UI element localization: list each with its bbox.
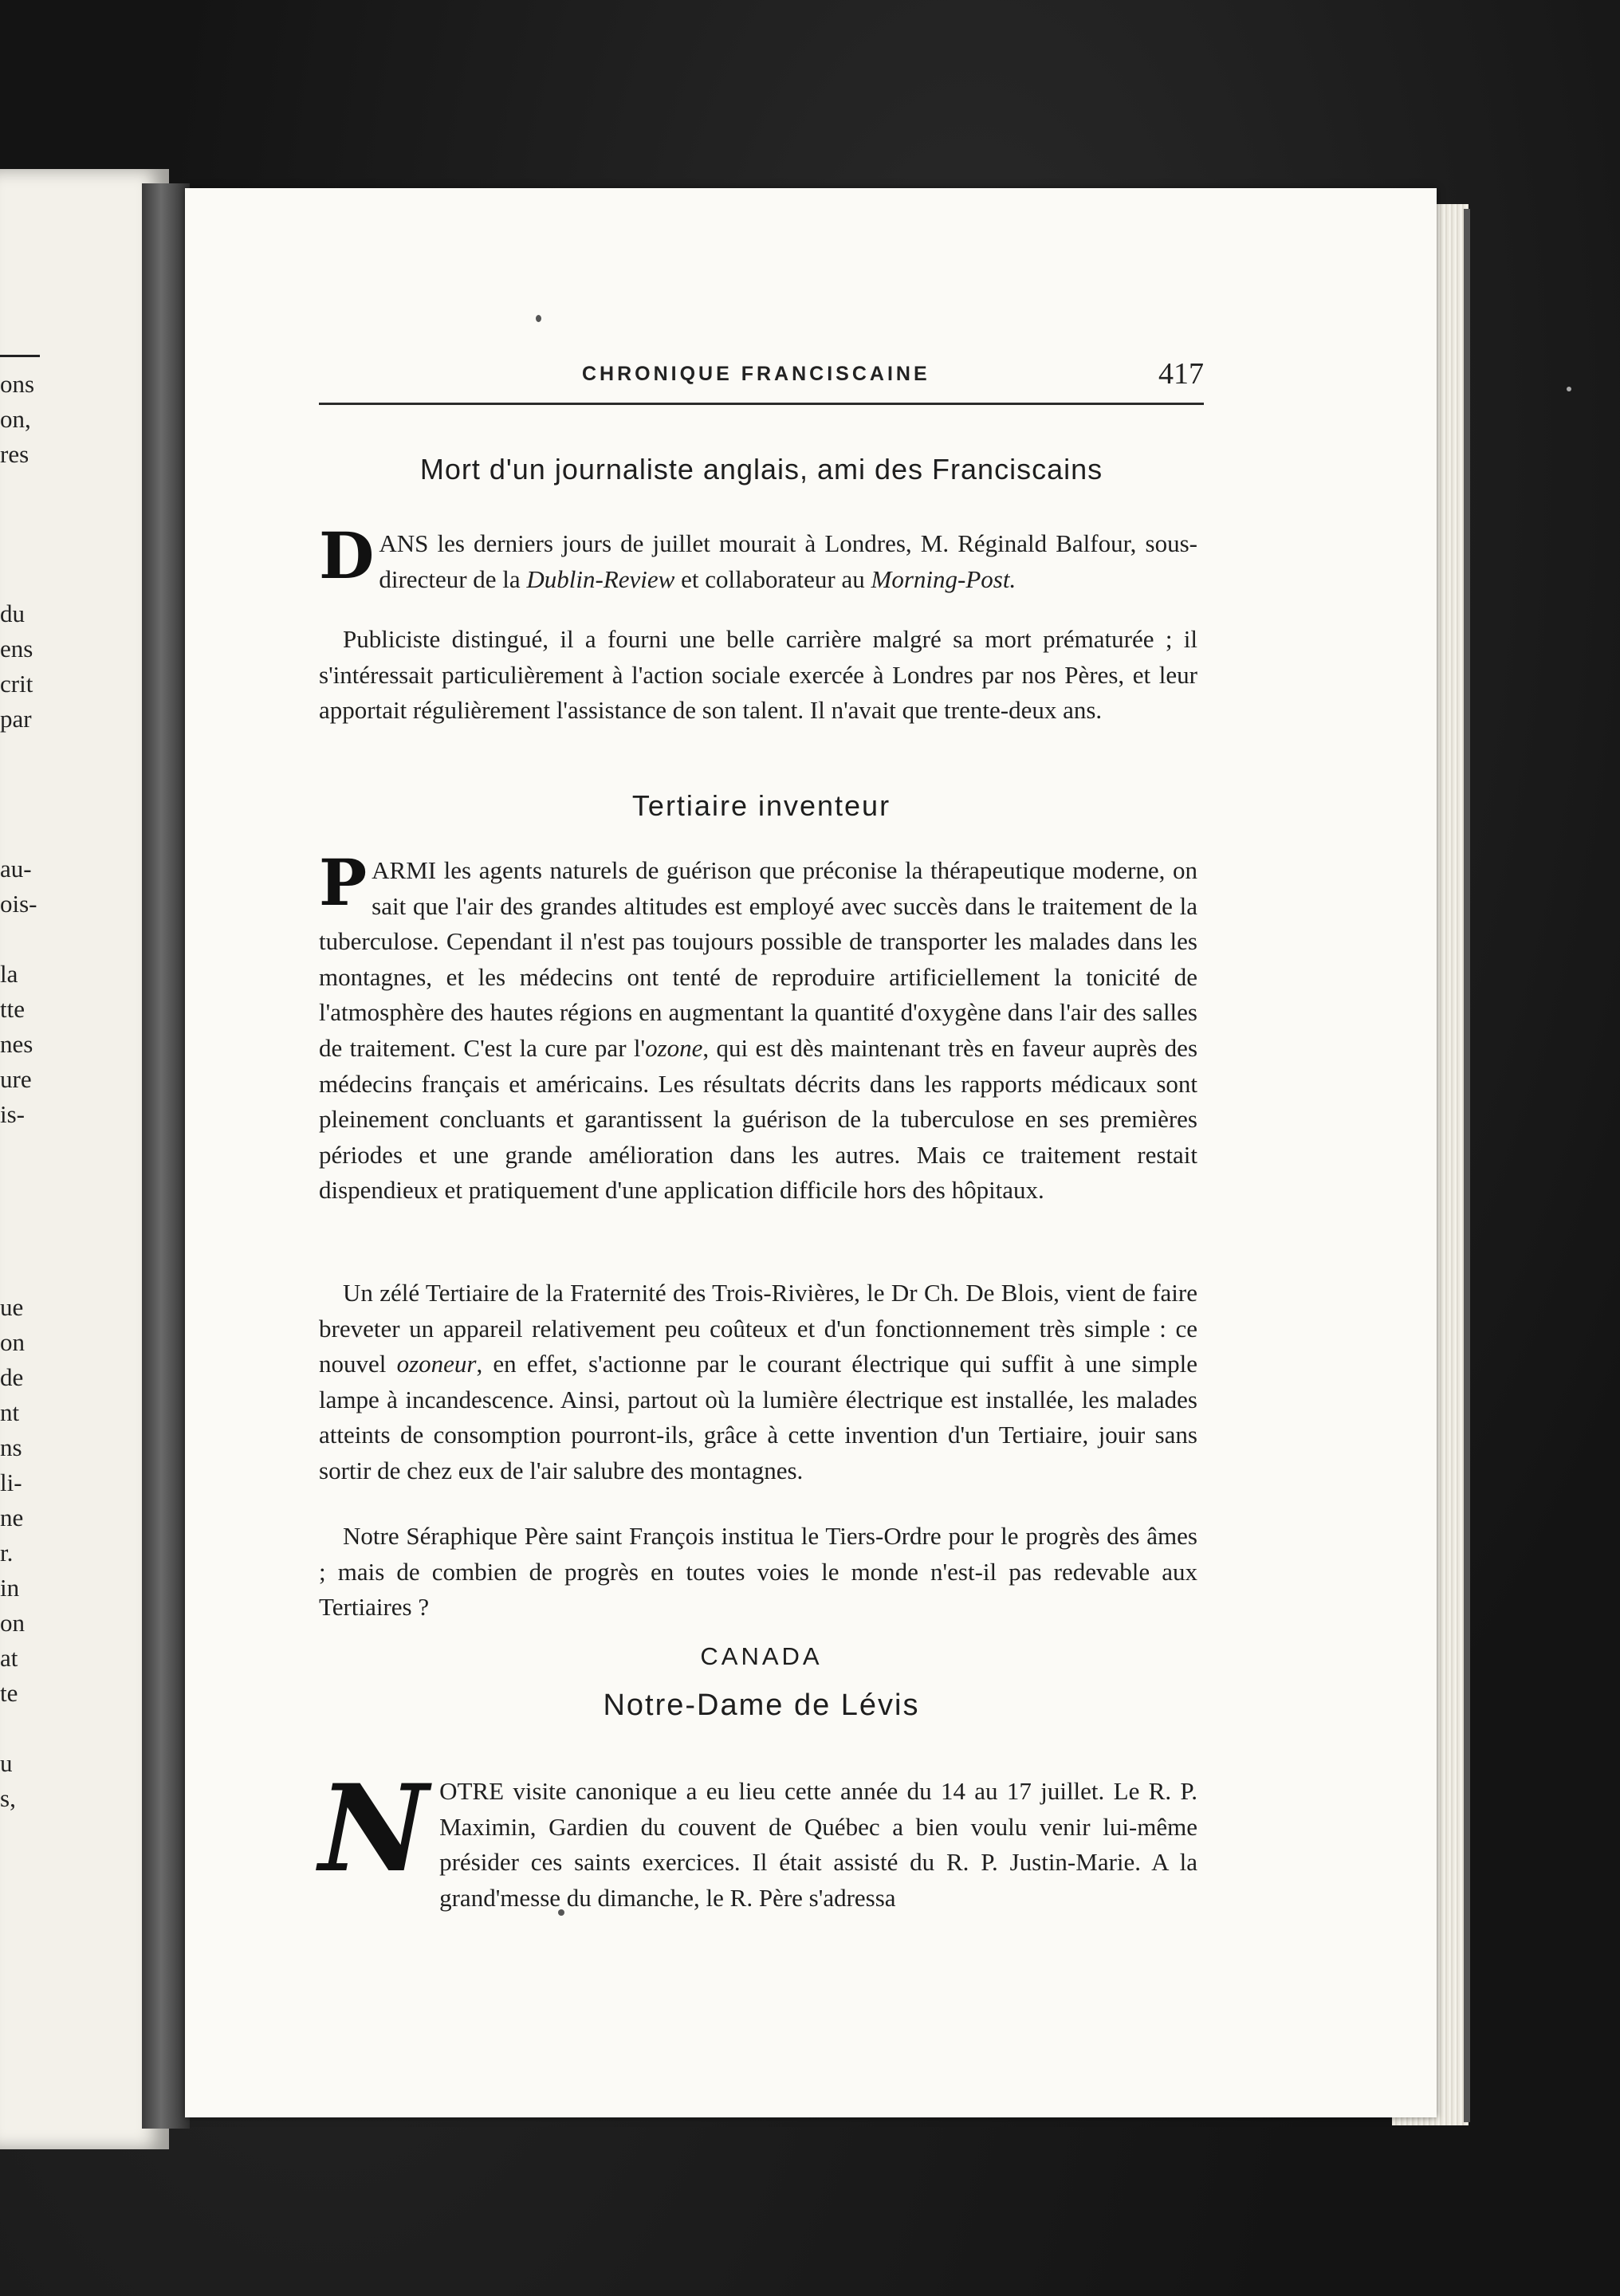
left-page-fragment: ne: [0, 1504, 24, 1531]
header-rule: [319, 403, 1204, 405]
left-page-fragment: on: [0, 1328, 25, 1356]
left-page-fragment: ois-: [0, 890, 37, 918]
left-page-fragment: s,: [0, 1784, 16, 1812]
paragraph-ozoneur: [319, 1276, 1197, 1489]
left-page-fragment: nt: [0, 1398, 20, 1426]
italic-dublin-review: Dublin-Review: [526, 564, 675, 593]
left-page-fragment: ure: [0, 1065, 32, 1093]
paragraph-seraphique: Notre Séraphique Père saint François institua le Tiers-Ordre pour le progrès des âmes ; mais de combien de progrès en toutes voies le monde n'est-il pas redevable aux Tertiaires ?: [319, 1522, 1197, 1622]
paragraph-text: Un zélé Tertiaire de la Fraternité des Trois-Rivières, le Dr Ch. De Blois, vient de faire breveter un appareil relativement peu coûteux et d'un fonctionnement très simple : ce nouvel: [319, 1279, 1197, 1378]
page-number: 417: [1158, 357, 1204, 391]
small-caps-lead: ANS: [379, 529, 429, 557]
paragraph-text: les agents naturels de guérison que préconise la thérapeutique moderne, on sait que l'air des grandes altitudes est employé avec succès dans le traitement de la tuberculose. Cependant il n'est pas toujours possible de transporter les malades dans les montagnes, et les médecins ont tenté de reproduire artificiellement la tonicité de l'atmosphère des hautes régions en augmentant la quantité d'oxygène dans l'air des salles de traitement. C'est la cure par l': [319, 856, 1197, 1062]
book-gutter: [142, 183, 190, 2129]
left-page-rule: [0, 355, 40, 357]
left-page-fragment: de: [0, 1363, 24, 1391]
drop-cap-n: N: [319, 1759, 429, 1899]
page-header: [319, 357, 1204, 411]
ink-speck: [536, 315, 541, 322]
left-page-fragment: ons: [0, 370, 35, 398]
left-page-fragment: te: [0, 1679, 18, 1707]
italic-ozoneur: ozoneur: [396, 1350, 477, 1378]
left-page-fragment: u: [0, 1749, 13, 1777]
left-page-fragment: at: [0, 1644, 18, 1672]
left-page-fragment: du: [0, 600, 25, 627]
drop-cap-d: D: [319, 518, 375, 593]
left-page-fragment: crit: [0, 670, 33, 698]
dust-speck: [1567, 387, 1571, 391]
left-page-fragment: nes: [0, 1030, 33, 1058]
left-page-fragment: la: [0, 960, 18, 988]
left-page-fragment: on,: [0, 405, 31, 433]
paragraph-visite: [319, 1759, 1197, 1916]
running-head: CHRONIQUE FRANCISCAINE: [582, 363, 930, 385]
italic-ozone: ozone: [645, 1033, 703, 1062]
paragraph-text: , qui est dès maintenant très en faveur auprès des médecins français et américains. Les résultats décrits dans les rapports médicaux sont pleinement concluants et garantissent la guérison de la tuberculose en ses premières périodes et une grande amélioration dans les autres. Mais ce traitement restait dispendieux et pratiquement d'une application difficile hors des hôpitaux.: [319, 1033, 1198, 1205]
italic-morning-post: Morning-Post.: [871, 564, 1016, 593]
drop-cap-p: P: [319, 845, 368, 920]
section-title-levis: Notre-Dame de Lévis: [603, 1689, 920, 1722]
left-page-fragment: au-: [0, 855, 32, 883]
left-page-fragment: r.: [0, 1539, 14, 1567]
paragraph-text: les derniers jours de juillet mourait à Londres, M. Réginald Balfour, sous-directeur de la: [379, 529, 1197, 593]
page-stack-shadow: [1464, 209, 1470, 2122]
left-page-fragment: ens: [0, 635, 33, 662]
left-page-fragment: tte: [0, 995, 25, 1023]
paragraph-text: visite canonique a eu lieu cette année du 14 au 17 juillet. Le R. P. Maximin, Gardien du couvent de Québec a bien voulu venir lui-même présider ces saints exercices. Il était assisté du R. P. Justin-Marie. A la grand'messe du dimanche, le R. Père s'adressa: [439, 1777, 1197, 1912]
left-page-fragment: ns: [0, 1433, 22, 1461]
section-title-tertiaire: Tertiaire inventeur: [631, 789, 891, 822]
paragraph-ozone: [319, 845, 1198, 1209]
left-page-fragment: li-: [0, 1468, 22, 1496]
left-page-fragment: par: [0, 705, 32, 733]
paragraph-text: et collaborateur au: [674, 564, 871, 593]
small-caps-lead: OTRE: [439, 1777, 505, 1805]
left-page-fragment: res: [0, 440, 29, 468]
left-page-fragment: is-: [0, 1100, 25, 1128]
small-caps-lead: ARMI: [372, 856, 437, 884]
left-page-fragment: in: [0, 1574, 20, 1602]
paragraph-balfour: [319, 518, 1197, 597]
paragraph-publiciste: Publiciste distingué, il a fourni une belle carrière malgré sa mort prématurée ; il s'intéressait particulièrement à l'action sociale exercée à Londres par nos Pères, et leur apportait régulièrement l'assistance de son talent. Il n'avait que trente-deux ans.: [319, 625, 1197, 725]
left-page-fragment: on: [0, 1609, 25, 1637]
section-title-journaliste: Mort d'un journaliste anglais, ami des Franciscains: [419, 453, 1103, 486]
section-heading-canada: CANADA: [700, 1642, 823, 1670]
left-page-fragment: ue: [0, 1293, 24, 1321]
paragraph-text: , en effet, s'actionne par le courant électrique qui suffit à une simple lampe à incandescence. Ainsi, partout où la lumière électrique est installée, les malades atteints de consomption pourront-ils, grâce à cette invention d'un Tertiaire, jouir sans sortir de chez eux de l'air salubre des montagnes.: [319, 1350, 1197, 1484]
